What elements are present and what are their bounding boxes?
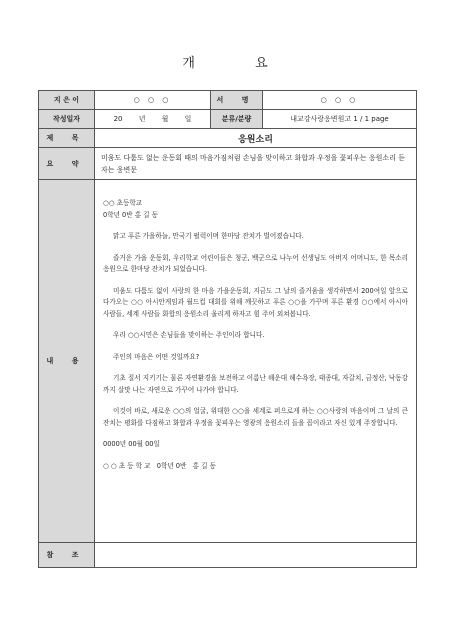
author-row: [39, 91, 417, 110]
category-value: 내교강사랑응변원고 1 / 1 page: [263, 110, 417, 129]
category-label: 분류/분량: [211, 110, 263, 129]
summary-label: 요 약: [39, 148, 95, 180]
content-paragraph: 주인의 마음은 어떤 것일까요?: [113, 352, 200, 361]
content-date-line: 0000년 00월 00일: [103, 440, 160, 448]
content-label: 내 용: [39, 180, 95, 543]
content-paragraph: 미움도 다툼도 없이 사랑의 한 마음 가을운동회, 지금도 그 날의 즐거움을 생각하면서 200여일 앞으로 다가오는 ○○ 아시안게임과 월드컵 대회를 위해 깨끗하고 푸른 ○○을 가꾸며 푸른 환경 ○○에서 아시아 사람들, 세계 사람들 화합의 응원소리 울리게 하자고 힘 주어 외쳐봅니다.: [103, 286, 408, 318]
reference-row: [39, 543, 417, 568]
content-paragraph: 기초 질서 지키기는 물론 자연환경을 보전하고 이름난 해운대 해수욕장, 태종대, 자갈치, 금정산, 낙동강까지 살맛 나는 자연으로 가꾸어 나가야 합니다.: [103, 374, 408, 394]
content-paragraph: 우리 ○○시민은 손님들을 맞이하는 주인이라 합니다.: [113, 331, 265, 339]
content-school: ○○ 초등학교: [103, 199, 143, 207]
reference-value: [95, 543, 417, 568]
summary-cell: [95, 148, 417, 180]
content-paragraph: 맑고 푸른 가을하늘, 만국기 펄럭이며 한마당 잔치가 벌어졌습니다.: [113, 232, 304, 240]
content-student: 0학년 0반 홍 길 동: [103, 210, 158, 219]
document-title: 개 요: [182, 56, 296, 71]
content-signoff: ○ ○ 초 등 학 교 0학년 0반 홍 길 동: [103, 461, 216, 470]
signature-value: ○ ○ ○: [263, 91, 417, 110]
content-paragraph: 즐거운 가을 운동회, 우리학교 어린이들은 청군, 백군으로 나누어 선생님도 아버지 어머니도, 한 목소리 응원으로 한마당 잔치가 되었습니다.: [103, 253, 408, 273]
content-cell: [95, 180, 417, 543]
reference-label: 참 조: [39, 543, 95, 568]
summary-form: [38, 90, 417, 568]
summary-row: [39, 148, 417, 180]
author-label: 지 은 이: [39, 91, 95, 110]
content-row: [39, 180, 417, 543]
date-row: [39, 110, 417, 129]
content-paragraph: 이것이 바로, 새로운 ○○의 얼굴, 위대한 ○○을 세계로 퍼으로게 하는 ○○사랑의 마음이며 그 날의 큰 잔치는 평화를 다짐하고 화합과 우정을 꽃피우는 영광의 응원소리 들을 꼽이라고 자신 있게 주장합니다.: [103, 407, 408, 427]
subject-value: 응원소리: [95, 129, 417, 148]
signature-label: 서 명: [211, 91, 263, 110]
date-value: 20 년 월 일: [95, 110, 211, 129]
author-value: ○ ○ ○: [95, 91, 211, 110]
date-label: 작성일자: [39, 110, 95, 129]
content-body: [95, 180, 416, 504]
summary-value: 미움도 다툼도 없는 운동회 때의 마음가짐처럼 손님을 맞이하고 화합과 우정을 꽃피우는 응원소리 듣자는 웅변문: [101, 153, 405, 174]
subject-row: [39, 129, 417, 148]
subject-label: 제 목: [39, 129, 95, 148]
